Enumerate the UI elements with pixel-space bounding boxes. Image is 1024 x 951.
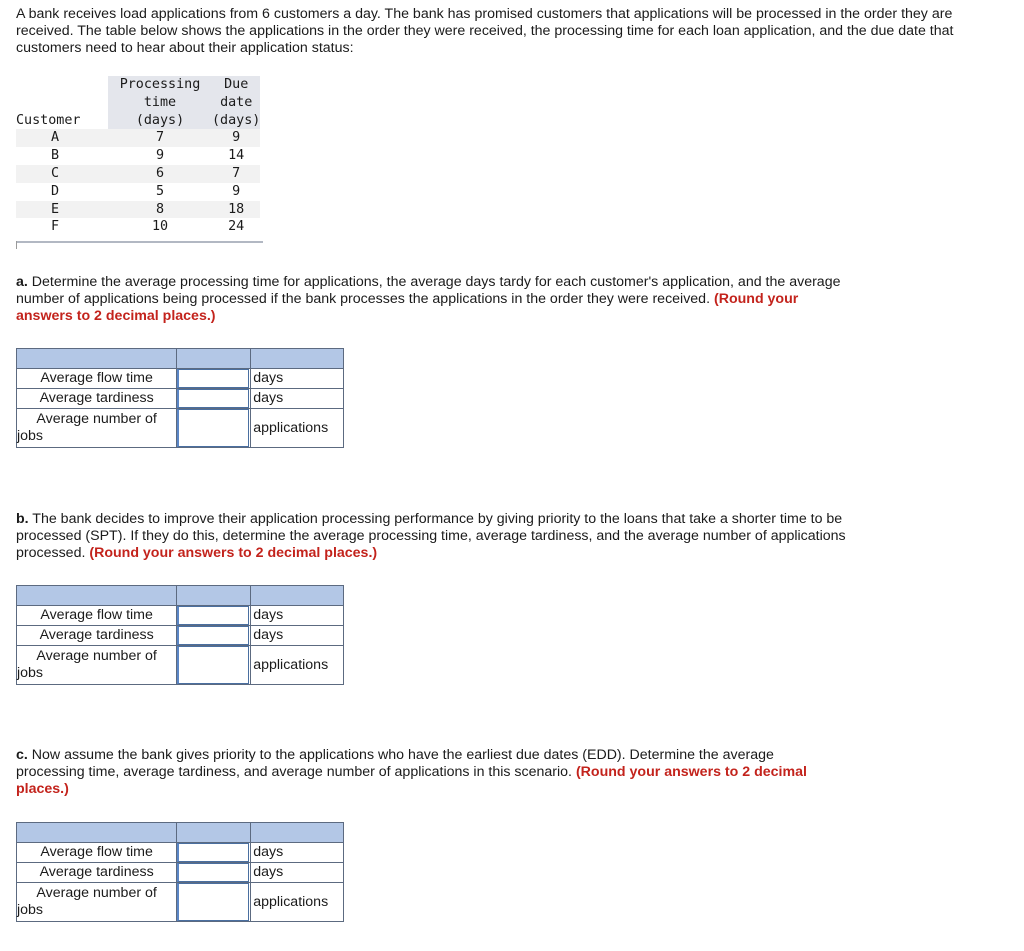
answer-table-c xyxy=(16,822,344,922)
input-a-average-number-of-jobs[interactable] xyxy=(177,409,249,447)
cell-processing-time: 10 xyxy=(108,218,212,236)
input-b-average-tardiness[interactable] xyxy=(177,626,249,645)
input-c-average-tardiness[interactable] xyxy=(177,863,249,882)
cell-due-date: 24 xyxy=(212,218,260,236)
answer-row-flow-time xyxy=(17,606,344,626)
unit-days: days xyxy=(251,843,344,863)
cell-due-date: 9 xyxy=(212,183,260,201)
cell-processing-time: 5 xyxy=(108,183,212,201)
cell-due-date: 18 xyxy=(212,201,260,219)
table-row xyxy=(16,129,260,147)
question-c xyxy=(16,747,846,798)
col-header-due-date: Due date (days) xyxy=(212,77,261,128)
cell-processing-time: 9 xyxy=(108,147,212,165)
unit-applications: applications xyxy=(251,646,344,685)
cell-customer: C xyxy=(50,165,60,181)
cell-due-date: 14 xyxy=(212,147,260,165)
cell-due-date: 7 xyxy=(212,165,260,183)
col-header-processing-time: Processing time (days) xyxy=(108,76,212,129)
question-a xyxy=(16,274,846,325)
answer-row-tardiness xyxy=(17,389,344,409)
unit-applications: applications xyxy=(251,883,344,922)
label-average-tardiness: Average tardiness xyxy=(17,863,177,883)
table-row xyxy=(16,183,260,201)
unit-days: days xyxy=(251,369,344,389)
label-average-flow-time: Average flow time xyxy=(17,843,177,863)
input-c-average-number-of-jobs[interactable] xyxy=(177,883,249,921)
label-average-flow-time: Average flow time xyxy=(17,369,177,389)
answer-table-a xyxy=(16,348,344,448)
answer-row-flow-time xyxy=(17,369,344,389)
table-divider-tick xyxy=(16,241,17,249)
input-a-average-tardiness[interactable] xyxy=(177,389,249,408)
answer-row-number-of-jobs xyxy=(17,883,344,922)
label-average-flow-time: Average flow time xyxy=(17,606,177,626)
answer-row-number-of-jobs xyxy=(17,646,344,685)
input-c-average-flow-time[interactable] xyxy=(177,843,249,862)
question-b-lead: b. xyxy=(16,511,29,527)
cell-customer: E xyxy=(50,201,60,217)
question-c-rounding-note: (Round your answers to 2 decimal places.) xyxy=(16,764,807,797)
label-average-number-of-jobs: Average number of jobs xyxy=(17,409,177,448)
unit-days: days xyxy=(251,606,344,626)
answer-table-b xyxy=(16,585,344,685)
cell-customer: B xyxy=(50,148,60,164)
question-b-text: The bank decides to improve their application processing performance by giving priority to the loans that take a shorter time to be processed (SPT). If they do this, determine the average processing time, average tardiness, and the average number of applications processed. xyxy=(16,511,846,561)
label-average-number-of-jobs: Average number of jobs xyxy=(17,883,177,922)
problem-intro: A bank receives load applications from 6 customers a day. The bank has promised customers that applications will be processed in the order they are received. The table below shows the applications in the order they were received, the processing time for each loan application, and the due date that customers need to hear about their application status: xyxy=(16,6,954,56)
label-average-tardiness: Average tardiness xyxy=(17,626,177,646)
unit-days: days xyxy=(251,626,344,646)
answer-row-flow-time xyxy=(17,843,344,863)
cell-processing-time: 7 xyxy=(108,129,212,147)
question-c-text: Now assume the bank gives priority to the applications who have the earliest due dates (EDD). Determine the average processing time, average tardiness, and average number of applications in this scenario. xyxy=(16,747,774,780)
table-row xyxy=(16,218,260,236)
question-b xyxy=(16,511,846,562)
question-c-lead: c. xyxy=(16,747,28,763)
answer-table-header xyxy=(17,823,344,843)
input-b-average-number-of-jobs[interactable] xyxy=(177,646,249,684)
unit-days: days xyxy=(251,389,344,409)
unit-days: days xyxy=(251,863,344,883)
table-divider xyxy=(16,241,263,243)
label-average-tardiness: Average tardiness xyxy=(17,389,177,409)
input-a-average-flow-time[interactable] xyxy=(177,369,249,388)
customer-data-table xyxy=(16,76,260,236)
answer-table-header xyxy=(17,349,344,369)
cell-processing-time: 8 xyxy=(108,201,212,219)
question-a-text: Determine the average processing time for applications, the average days tardy for each customer's application, and the average number of applications being processed if the bank processes the applications in the order they were received. xyxy=(16,274,841,307)
answer-row-tardiness xyxy=(17,863,344,883)
cell-customer: D xyxy=(50,183,60,199)
question-a-rounding-note: (Round your answers to 2 decimal places.) xyxy=(16,291,799,324)
table-row xyxy=(16,147,260,165)
col-header-customer: Customer xyxy=(16,76,108,129)
table-row xyxy=(16,165,260,183)
answer-row-tardiness xyxy=(17,626,344,646)
cell-due-date: 9 xyxy=(212,129,260,147)
unit-applications: applications xyxy=(251,409,344,448)
answer-table-header xyxy=(17,586,344,606)
input-b-average-flow-time[interactable] xyxy=(177,606,249,625)
answer-row-number-of-jobs xyxy=(17,409,344,448)
label-average-number-of-jobs: Average number of jobs xyxy=(17,646,177,685)
question-b-rounding-note: (Round your answers to 2 decimal places.) xyxy=(89,545,378,561)
cell-processing-time: 6 xyxy=(108,165,212,183)
cell-customer: A xyxy=(50,130,60,146)
table-row xyxy=(16,201,260,219)
cell-customer: F xyxy=(50,219,60,235)
question-a-lead: a. xyxy=(16,274,28,290)
